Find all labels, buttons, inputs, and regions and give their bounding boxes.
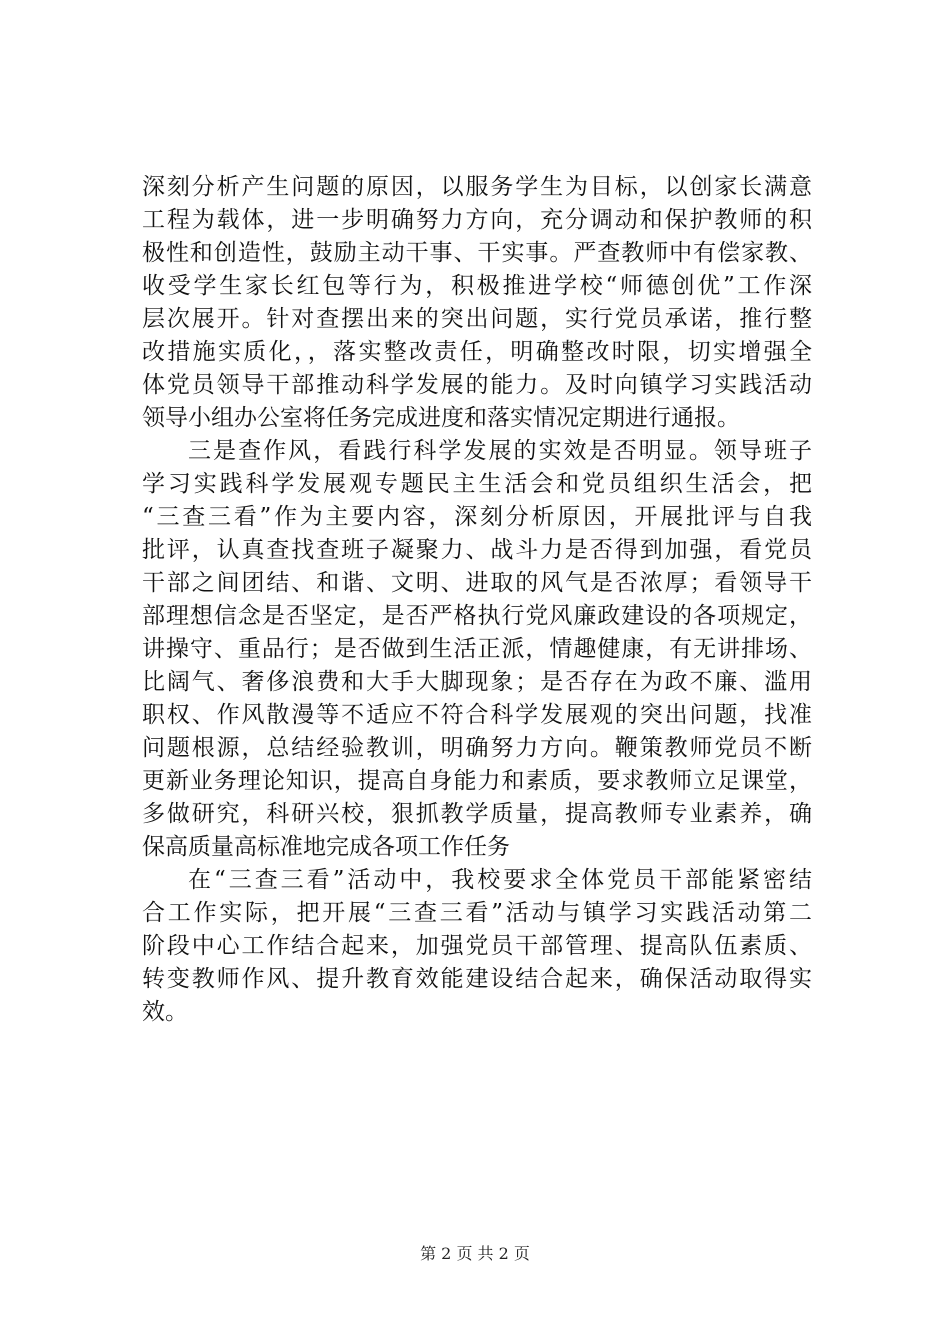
text-line: 工程为载体，进一步明确努力方向，充分调动和保护教师的积 xyxy=(142,207,812,233)
text-line: 问题根源，总结经验教训，明确努力方向。鞭策教师党员不断 xyxy=(142,735,812,761)
document-body xyxy=(142,171,812,1029)
text-line: 合工作实际，把开展“三查三看”活动与镇学习实践活动第二 xyxy=(142,900,812,926)
text-line: 多做研究，科研兴校，狠抓教学质量，提高教师专业素养，确 xyxy=(142,801,812,827)
text-line: 更新业务理论知识，提高自身能力和素质，要求教师立足课堂， xyxy=(142,768,812,794)
text-line: 部理想信念是否坚定，是否严格执行党风廉政建设的各项规定， xyxy=(142,603,812,629)
text-line: “三查三看”作为主要内容，深刻分析原因，开展批评与自我 xyxy=(142,504,812,530)
text-line: 三是查作风，看践行科学发展的实效是否明显。领导班子 xyxy=(188,438,812,464)
text-line: 效。 xyxy=(142,999,188,1025)
paragraph-2 xyxy=(142,435,812,864)
text-line: 转变教师作风、提升教育效能建设结合起来，确保活动取得实 xyxy=(142,966,812,992)
text-line: 干部之间团结、和谐、文明、进取的风气是否浓厚；看领导干 xyxy=(142,570,812,596)
text-line: 批评，认真查找查班子凝聚力、战斗力是否得到加强，看党员 xyxy=(142,537,812,563)
text-line: 职权、作风散漫等不适应不符合科学发展观的突出问题，找准 xyxy=(142,702,812,728)
text-line: 在“三查三看”活动中，我校要求全体党员干部能紧密结 xyxy=(188,867,812,893)
text-line: 收受学生家长红包等行为，积极推进学校“师德创优”工作深 xyxy=(142,273,812,299)
text-line: 体党员领导干部推动科学发展的能力。及时向镇学习实践活动 xyxy=(142,372,812,398)
text-line: 保高质量高标准地完成各项工作任务 xyxy=(142,834,510,860)
text-line: 阶段中心工作结合起来，加强党员干部管理、提高队伍素质、 xyxy=(142,933,812,959)
text-line: 比阔气、奢侈浪费和大手大脚现象；是否存在为政不廉、滥用 xyxy=(142,669,812,695)
text-line: 学习实践科学发展观专题民主生活会和党员组织生活会，把 xyxy=(142,471,812,497)
text-line: 领导小组办公室将任务完成进度和落实情况定期进行通报。 xyxy=(142,405,740,431)
text-line: 改措施实质化，，落实整改责任，明确整改时限，切实增强全 xyxy=(142,339,812,365)
paragraph-3 xyxy=(142,864,812,1029)
text-line: 层次展开。针对查摆出来的突出问题，实行党员承诺，推行整 xyxy=(142,306,812,332)
page-number-footer: 第 2 页 共 2 页 xyxy=(420,1244,530,1263)
text-line: 讲操守、重品行；是否做到生活正派，情趣健康，有无讲排场、 xyxy=(142,636,812,662)
text-line: 深刻分析产生问题的原因，以服务学生为目标，以创家长满意 xyxy=(142,174,812,200)
text-line: 极性和创造性，鼓励主动干事、干实事。严查教师中有偿家教、 xyxy=(142,240,812,266)
paragraph-1 xyxy=(142,171,812,435)
